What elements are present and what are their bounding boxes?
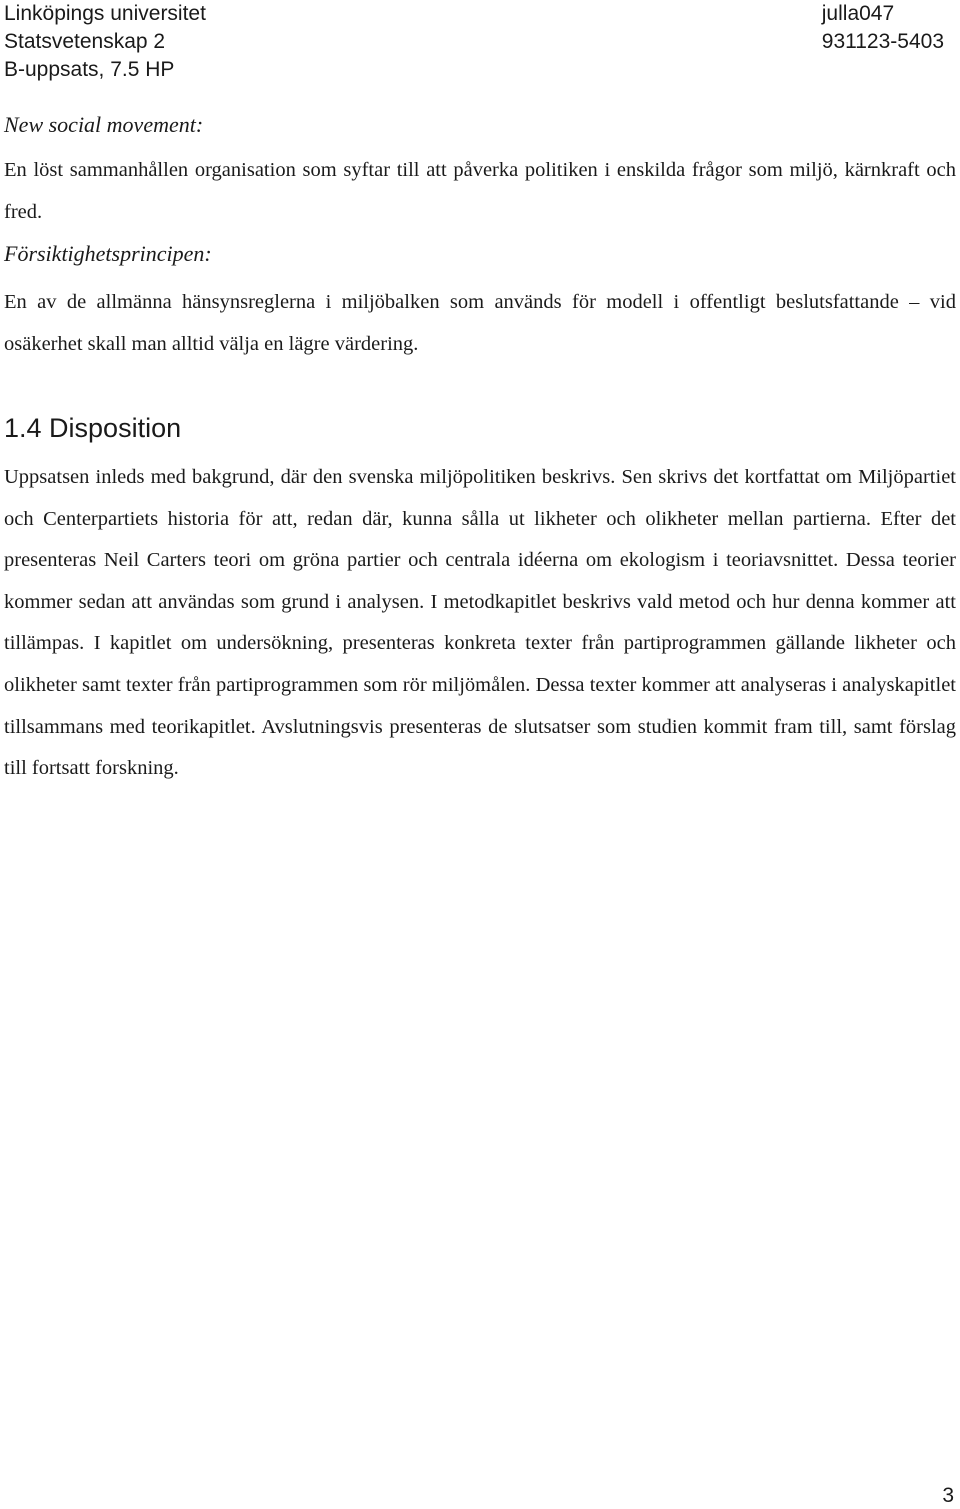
header-left <box>4 0 206 84</box>
university-name: Linköpings universitet <box>4 2 206 25</box>
header-right <box>822 0 944 56</box>
definition-term: New social movement: <box>4 112 204 137</box>
section-heading: 1.4 Disposition <box>4 413 182 443</box>
definition-text: En löst sammanhållen organisation som syftar till att påverka politiken i enskilda frågor som miljö, kärnkraft och fred. <box>4 159 956 223</box>
course-level: B-uppsats, 7.5 HP <box>4 58 175 81</box>
definition-text: En av de allmänna hänsynsreglerna i miljöbalken som används för modell i offentligt beslutsfattande – vid osäkerhet skall man alltid välja en lägre värdering. <box>4 291 956 355</box>
definition-term: Försiktighetsprincipen: <box>4 241 212 266</box>
page-number: 3 <box>942 1484 954 1507</box>
author-id: julla047 <box>821 2 895 25</box>
course-name: Statsvetenskap 2 <box>4 30 166 53</box>
section-paragraph: Uppsatsen inleds med bakgrund, där den svenska miljöpolitiken beskrivs. Sen skrivs det kortfattat om Miljöpartiet och Centerpartiets historia för att, redan där, kunna sålla ut likheter och olikheter mellan partierna. Efter det presenteras Neil Carters teori om gröna partier och centrala idéerna om ekologism i teoriavsnittet. Dessa teorier kommer sedan att användas som grund i analysen. I metodkapitlet beskrivs vald metod och hur denna kommer att tillämpas. I kapitlet om undersökning, presenteras konkreta texter från partiprogrammen gällande likheter och olikheter samt texter från partiprogrammen som rör miljömålen. Dessa texter kommer att analyseras i analyskapitlet tillsammans med teorikapitlet. Avslutningsvis presenteras de slutsatser som studien kommit fram till, samt förslag till fortsatt forskning. <box>4 466 956 780</box>
author-number: 931123-5403 <box>821 30 944 53</box>
